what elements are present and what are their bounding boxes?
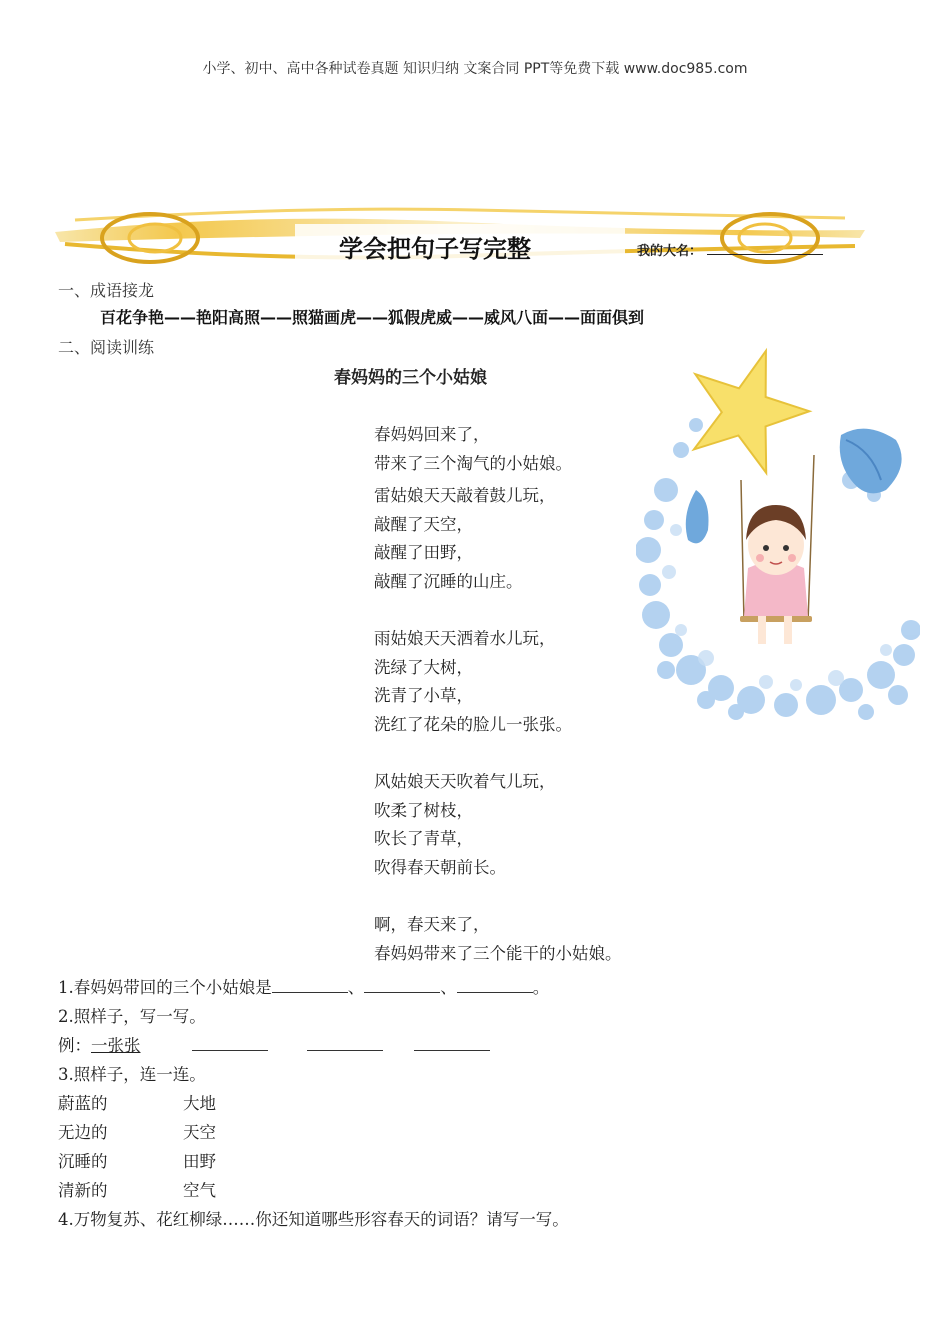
separator: 、	[347, 978, 365, 997]
match-left-item[interactable]: 蔚蓝的	[58, 1094, 108, 1113]
answer-blank[interactable]	[457, 978, 533, 993]
worksheet-title: 学会把句子写完整	[339, 235, 531, 263]
poem-line: 带来了三个淘气的小姑娘。	[374, 453, 572, 473]
poem-line: 春妈妈带来了三个能干的小姑娘。	[374, 943, 622, 963]
section-2-heading: 二、阅读训练	[58, 338, 155, 357]
poem-line: 春妈妈回来了，	[374, 425, 490, 444]
separator: 、	[440, 978, 457, 997]
match-left-item[interactable]: 无边的	[58, 1123, 108, 1142]
section-1-heading: 一、成语接龙	[58, 281, 155, 300]
name-blank[interactable]	[707, 254, 823, 255]
poem-stanza	[374, 625, 622, 739]
poem-stanza	[374, 421, 622, 478]
answer-blank[interactable]	[307, 1036, 383, 1051]
girl-on-star-swing-illustration	[636, 340, 920, 722]
answer-blank[interactable]	[364, 978, 440, 993]
answer-blank[interactable]	[272, 978, 348, 993]
poem-line: 雷姑娘天天敲着鼓儿玩，	[374, 486, 556, 506]
poem-body	[374, 421, 622, 968]
match-right-item[interactable]: 大地	[183, 1094, 216, 1113]
poem-line: 敲醒了沉睡的山庄。	[374, 571, 523, 591]
match-right-item[interactable]: 田野	[183, 1152, 216, 1171]
example-label: 例：	[58, 1036, 91, 1055]
header-banner-text: 小学、初中、高中各种试卷真题 知识归纳 文案合同 PPT等免费下载 www.doc985.com	[202, 61, 748, 77]
match-right-item[interactable]: 天空	[183, 1123, 216, 1142]
poem-line: 洗青了小草，	[374, 686, 473, 706]
question-2: 2.照样子，写一写。	[58, 1007, 206, 1026]
poem-stanza	[374, 768, 622, 882]
poem-stanza	[374, 482, 622, 596]
poem-line: 吹得春天朝前长。	[374, 857, 506, 877]
match-right-item[interactable]: 空气	[183, 1181, 216, 1200]
example-word: 一张张	[91, 1036, 141, 1055]
answer-blank[interactable]	[414, 1036, 490, 1051]
answer-blank[interactable]	[192, 1036, 268, 1051]
poem-line: 洗红了花朵的脸儿一张张。	[374, 714, 572, 734]
poem-line: 洗绿了大树，	[374, 657, 473, 677]
poem-line: 雨姑娘天天洒着水儿玩，	[374, 629, 556, 649]
example-row	[58, 1032, 490, 1056]
period: 。	[532, 978, 550, 997]
poem-line: 敲醒了田野，	[374, 543, 473, 563]
poem-line: 啊，春天来了，	[374, 915, 490, 935]
idiom-chain: 百花争艳——艳阳高照——照猫画虎——狐假虎威——威风八面——面面俱到	[100, 308, 645, 327]
match-left-item[interactable]: 清新的	[58, 1181, 108, 1200]
poem-title: 春妈妈的三个小姑娘	[334, 368, 487, 388]
poem-line: 吹柔了树枝，	[374, 800, 473, 820]
question-1	[58, 974, 549, 998]
question-4: 4.万物复苏、花红柳绿……你还知道哪些形容春天的词语？请写一写。	[58, 1210, 569, 1229]
question-3: 3.照样子，连一连。	[58, 1065, 206, 1084]
name-label: 我的大名：	[637, 244, 703, 259]
poem-stanza	[374, 911, 622, 968]
poem-line: 吹长了青草，	[374, 829, 473, 849]
match-left-item[interactable]: 沉睡的	[58, 1152, 108, 1171]
poem-line: 敲醒了天空，	[374, 514, 473, 534]
question-1-text: 1.春妈妈带回的三个小姑娘是	[58, 978, 272, 997]
poem-line: 风姑娘天天吹着气儿玩，	[374, 772, 556, 792]
